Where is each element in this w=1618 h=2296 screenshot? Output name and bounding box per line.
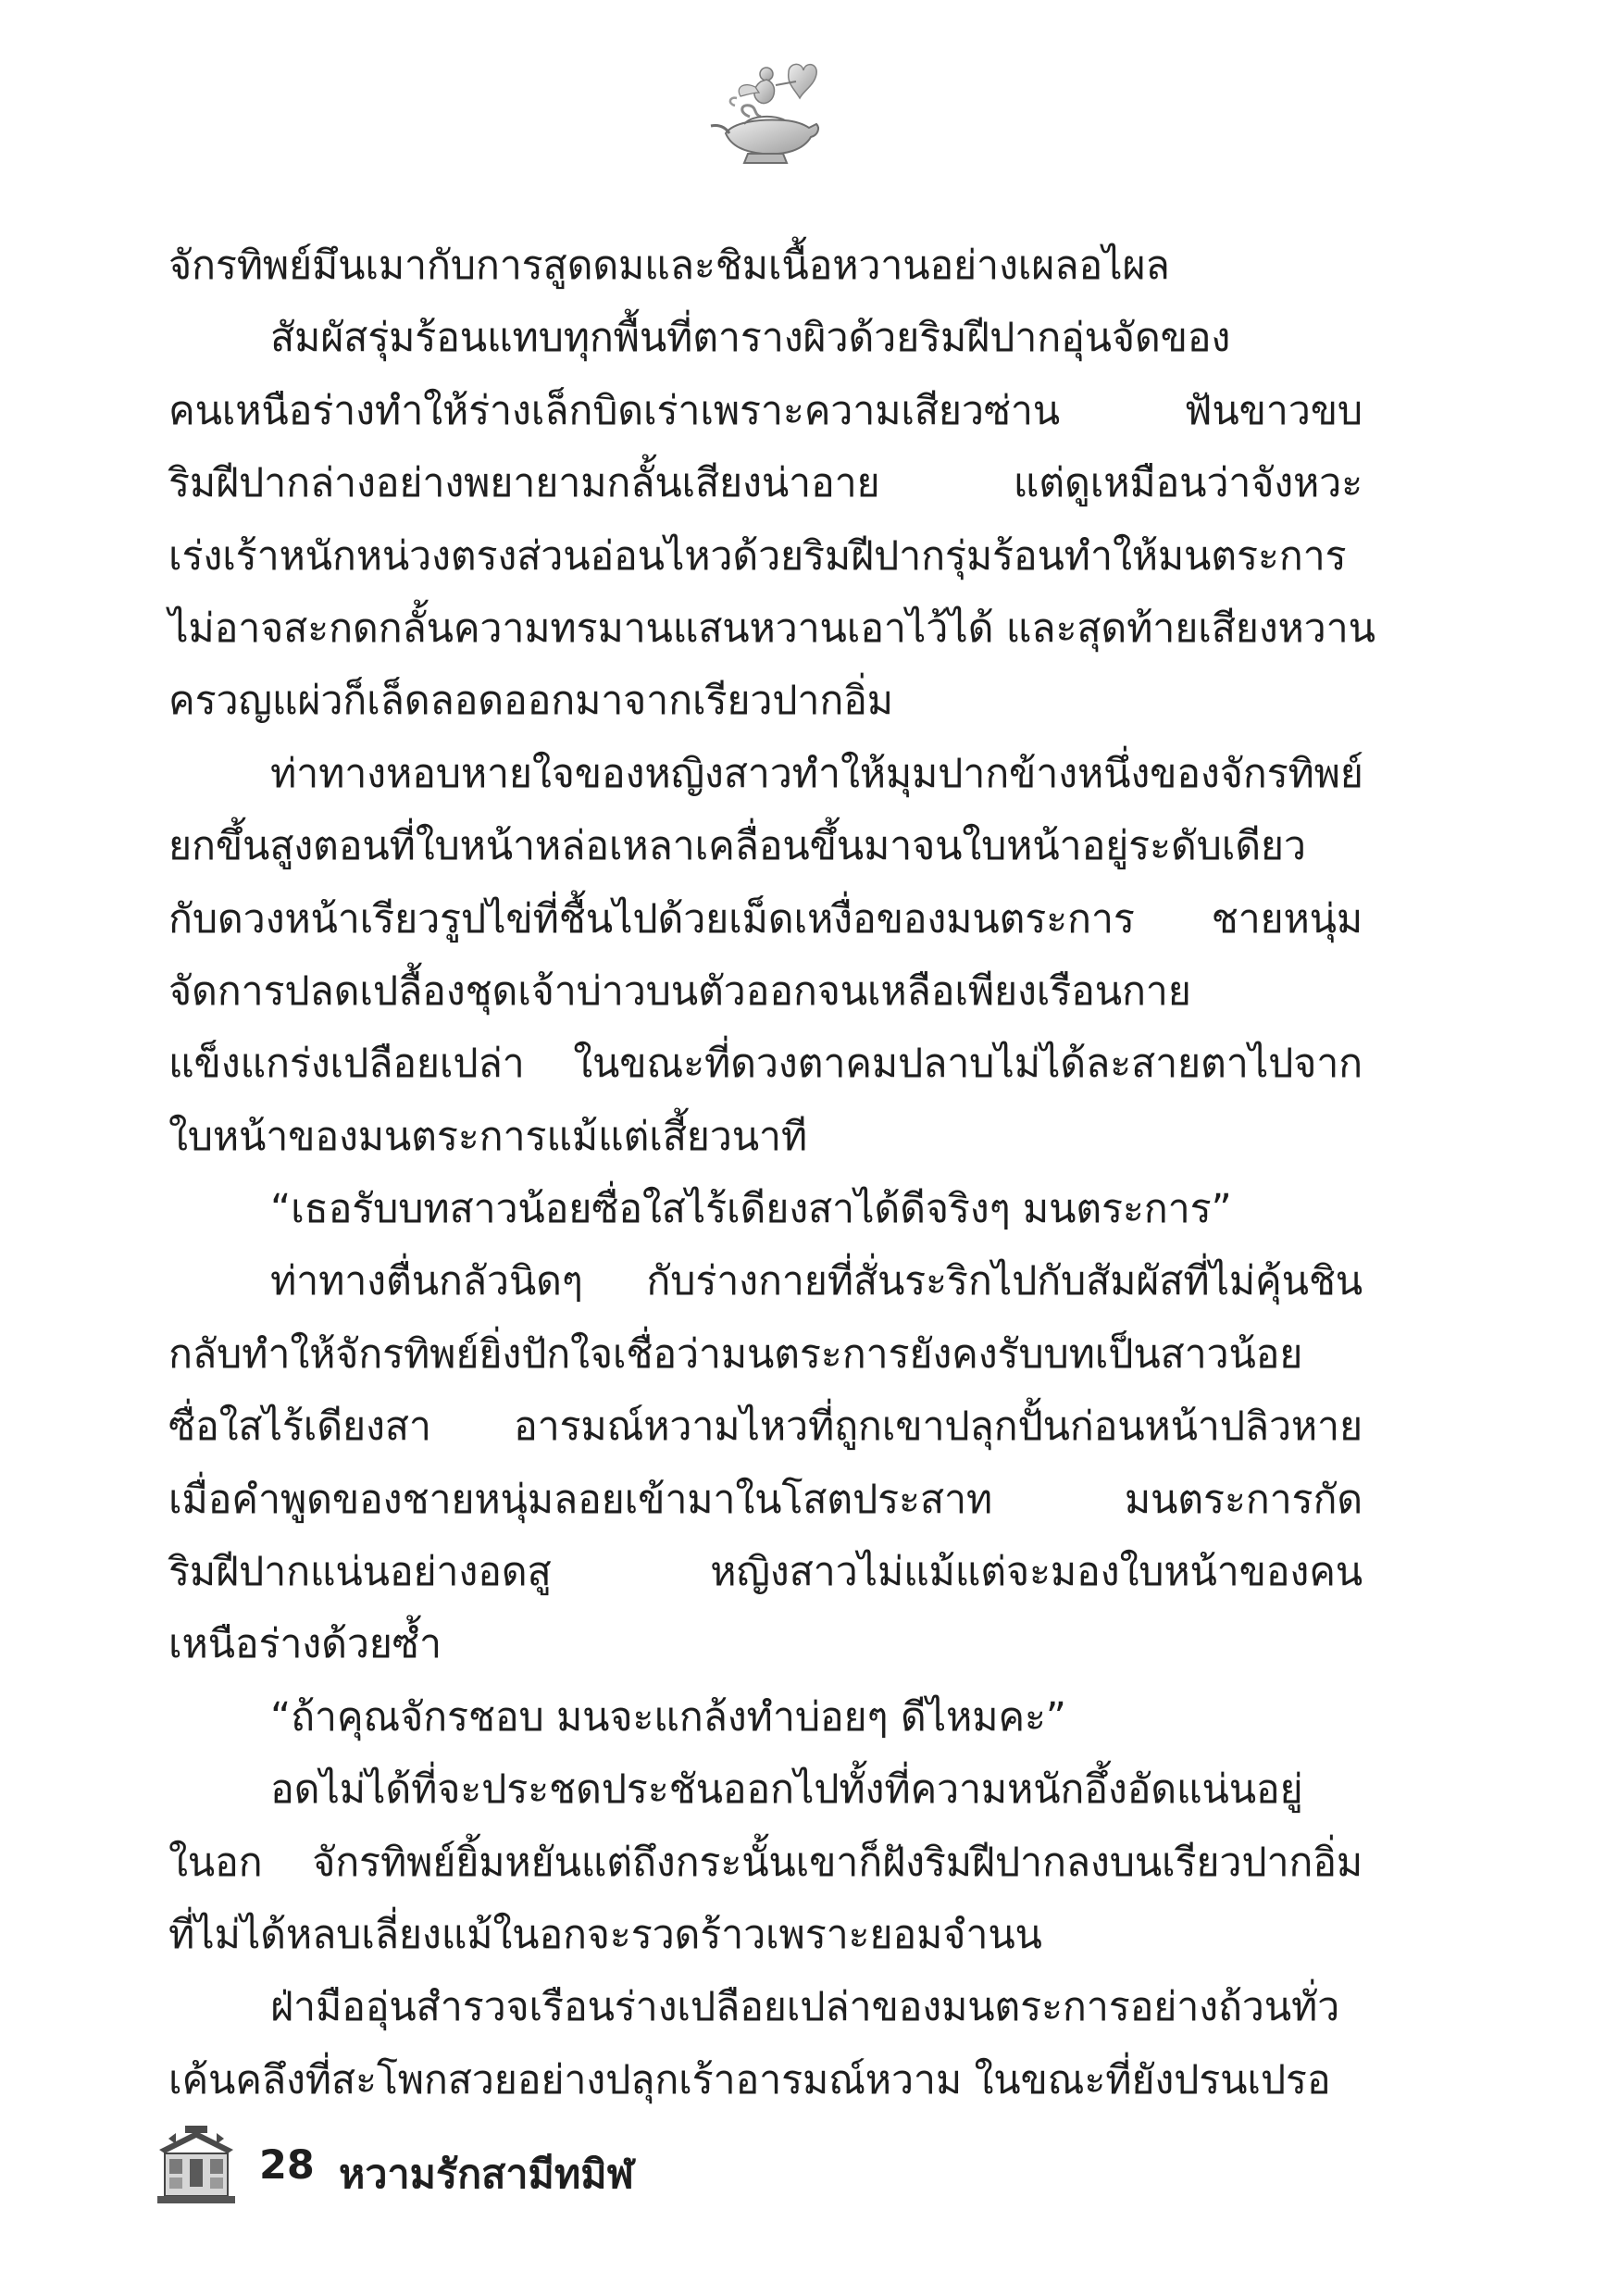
text-line: จัดการปลดเปลื้องชุดเจ้าบ่าวบนตัวออกจนเหลือเพียงเรือนกาย <box>168 967 1191 1015</box>
text-line: กลับทำให้จักรทิพย์ยิ่งปักใจเชื่อว่ามนตระการยังคงรับบทเป็นสาวน้อย <box>168 1330 1303 1378</box>
text-line: “ถ้าคุณจักรชอบ มนจะแกล้งทำบ่อยๆ ดีไหมคะ” <box>270 1693 1066 1741</box>
text-line: “เธอรับบทสาวน้อยซื่อใสไร้เดียงสาได้ดีจริงๆ มนตระการ” <box>270 1186 1232 1233</box>
lamp-ornament-icon <box>707 59 822 170</box>
text-line: เค้นคลึงที่สะโพกสวยอย่างปลุกเร้าอารมณ์หวาม ในขณะที่ยังปรนเปรอ <box>168 2056 1331 2103</box>
text-line: ริมฝีปากล่างอย่างพยายามกลั้นเสียงน่าอาย แต่ดูเหมือนว่าจังหวะ <box>168 460 1363 507</box>
page-footer <box>157 2118 990 2207</box>
text-line: ริมฝีปากแน่นอย่างอดสู หญิงสาวไม่แม้แต่จะมองใบหน้าของคน <box>168 1549 1363 1596</box>
text-line: ยกขึ้นสูงตอนที่ใบหน้าหล่อเหลาเคลื่อนขึ้นมาจนใบหน้าอยู่ระดับเดียว <box>168 823 1306 870</box>
house-icon <box>157 2126 235 2205</box>
text-line: เมื่อคำพูดของชายหนุ่มลอยเข้ามาในโสตประสาท มนตระการกัด <box>168 1476 1363 1523</box>
text-line: คนเหนือร่างทำให้ร่างเล็กบิดเร่าเพราะความเสียวซ่าน ฟันขาวขบ <box>168 387 1363 434</box>
text-line: กับดวงหน้าเรียวรูปไข่ที่ชื้นไปด้วยเม็ดเหงื่อของมนตระการ ชายหนุ่ม <box>168 895 1363 942</box>
text-line: แข็งแกร่งเปลือยเปล่า ในขณะที่ดวงตาคมปลาบไม่ได้ละสายตาไปจาก <box>168 1041 1363 1088</box>
text-line: ไม่อาจสะกดกลั้นความทรมานแสนหวานเอาไว้ได้ และสุดท้ายเสียงหวาน <box>168 605 1375 652</box>
text-line: ที่ไม่ได้หลบเลี่ยงแม้ในอกจะรวดร้าวเพราะยอมจำนน <box>168 1911 1042 1958</box>
book-title: หวามรักสามีทมิฬ <box>339 2152 634 2198</box>
body-text <box>168 230 1375 2116</box>
text-line: ใบหน้าของมนตระการแม้แต่เสี้ยวนาที <box>168 1113 807 1160</box>
text-line: อดไม่ได้ที่จะประชดประชันออกไปทั้งที่ความหนักอึ้งอัดแน่นอยู่ <box>270 1766 1303 1814</box>
text-line: ในอก จักรทิพย์ยิ้มหยันแต่ถึงกระนั้นเขาก็ฝังริมฝีปากลงบนเรียวปากอิ่ม <box>168 1839 1363 1886</box>
text-line: ท่าทางตื่นกลัวนิดๆ กับร่างกายที่สั่นระริกไปกับสัมผัสที่ไม่คุ้นชิน <box>270 1258 1363 1305</box>
text-line: ซื่อใสไร้เดียงสา อารมณ์หวามไหวที่ถูกเขาปลุกปั้นก่อนหน้าปลิวหาย <box>168 1404 1363 1451</box>
text-line: เร่งเร้าหนักหน่วงตรงส่วนอ่อนไหวด้วยริมฝีปากรุ่มร้อนทำให้มนตระการ <box>168 532 1347 580</box>
text-line: ท่าทางหอบหายใจของหญิงสาวทำให้มุมปากข้างหนึ่งของจักรทิพย์ <box>270 750 1363 797</box>
text-line: สัมผัสรุ่มร้อนแทบทุกพื้นที่ตารางผิวด้วยริมฝีปากอุ่นจัดของ <box>270 315 1231 362</box>
text-line: จักรทิพย์มึนเมากับการสูดดมและชิมเนื้อหวานอย่างเผลอไผล <box>168 243 1170 289</box>
text-line: ครวญแผ่วก็เล็ดลอดออกมาจากเรียวปากอิ่ม <box>168 678 893 725</box>
page-number: 28 <box>259 2142 315 2189</box>
text-line: เหนือร่างด้วยซ้ำ <box>168 1621 442 1668</box>
text-line: ฝ่ามืออุ่นสำรวจเรือนร่างเปลือยเปล่าของมนตระการอย่างถ้วนทั่ว <box>270 1984 1340 2031</box>
